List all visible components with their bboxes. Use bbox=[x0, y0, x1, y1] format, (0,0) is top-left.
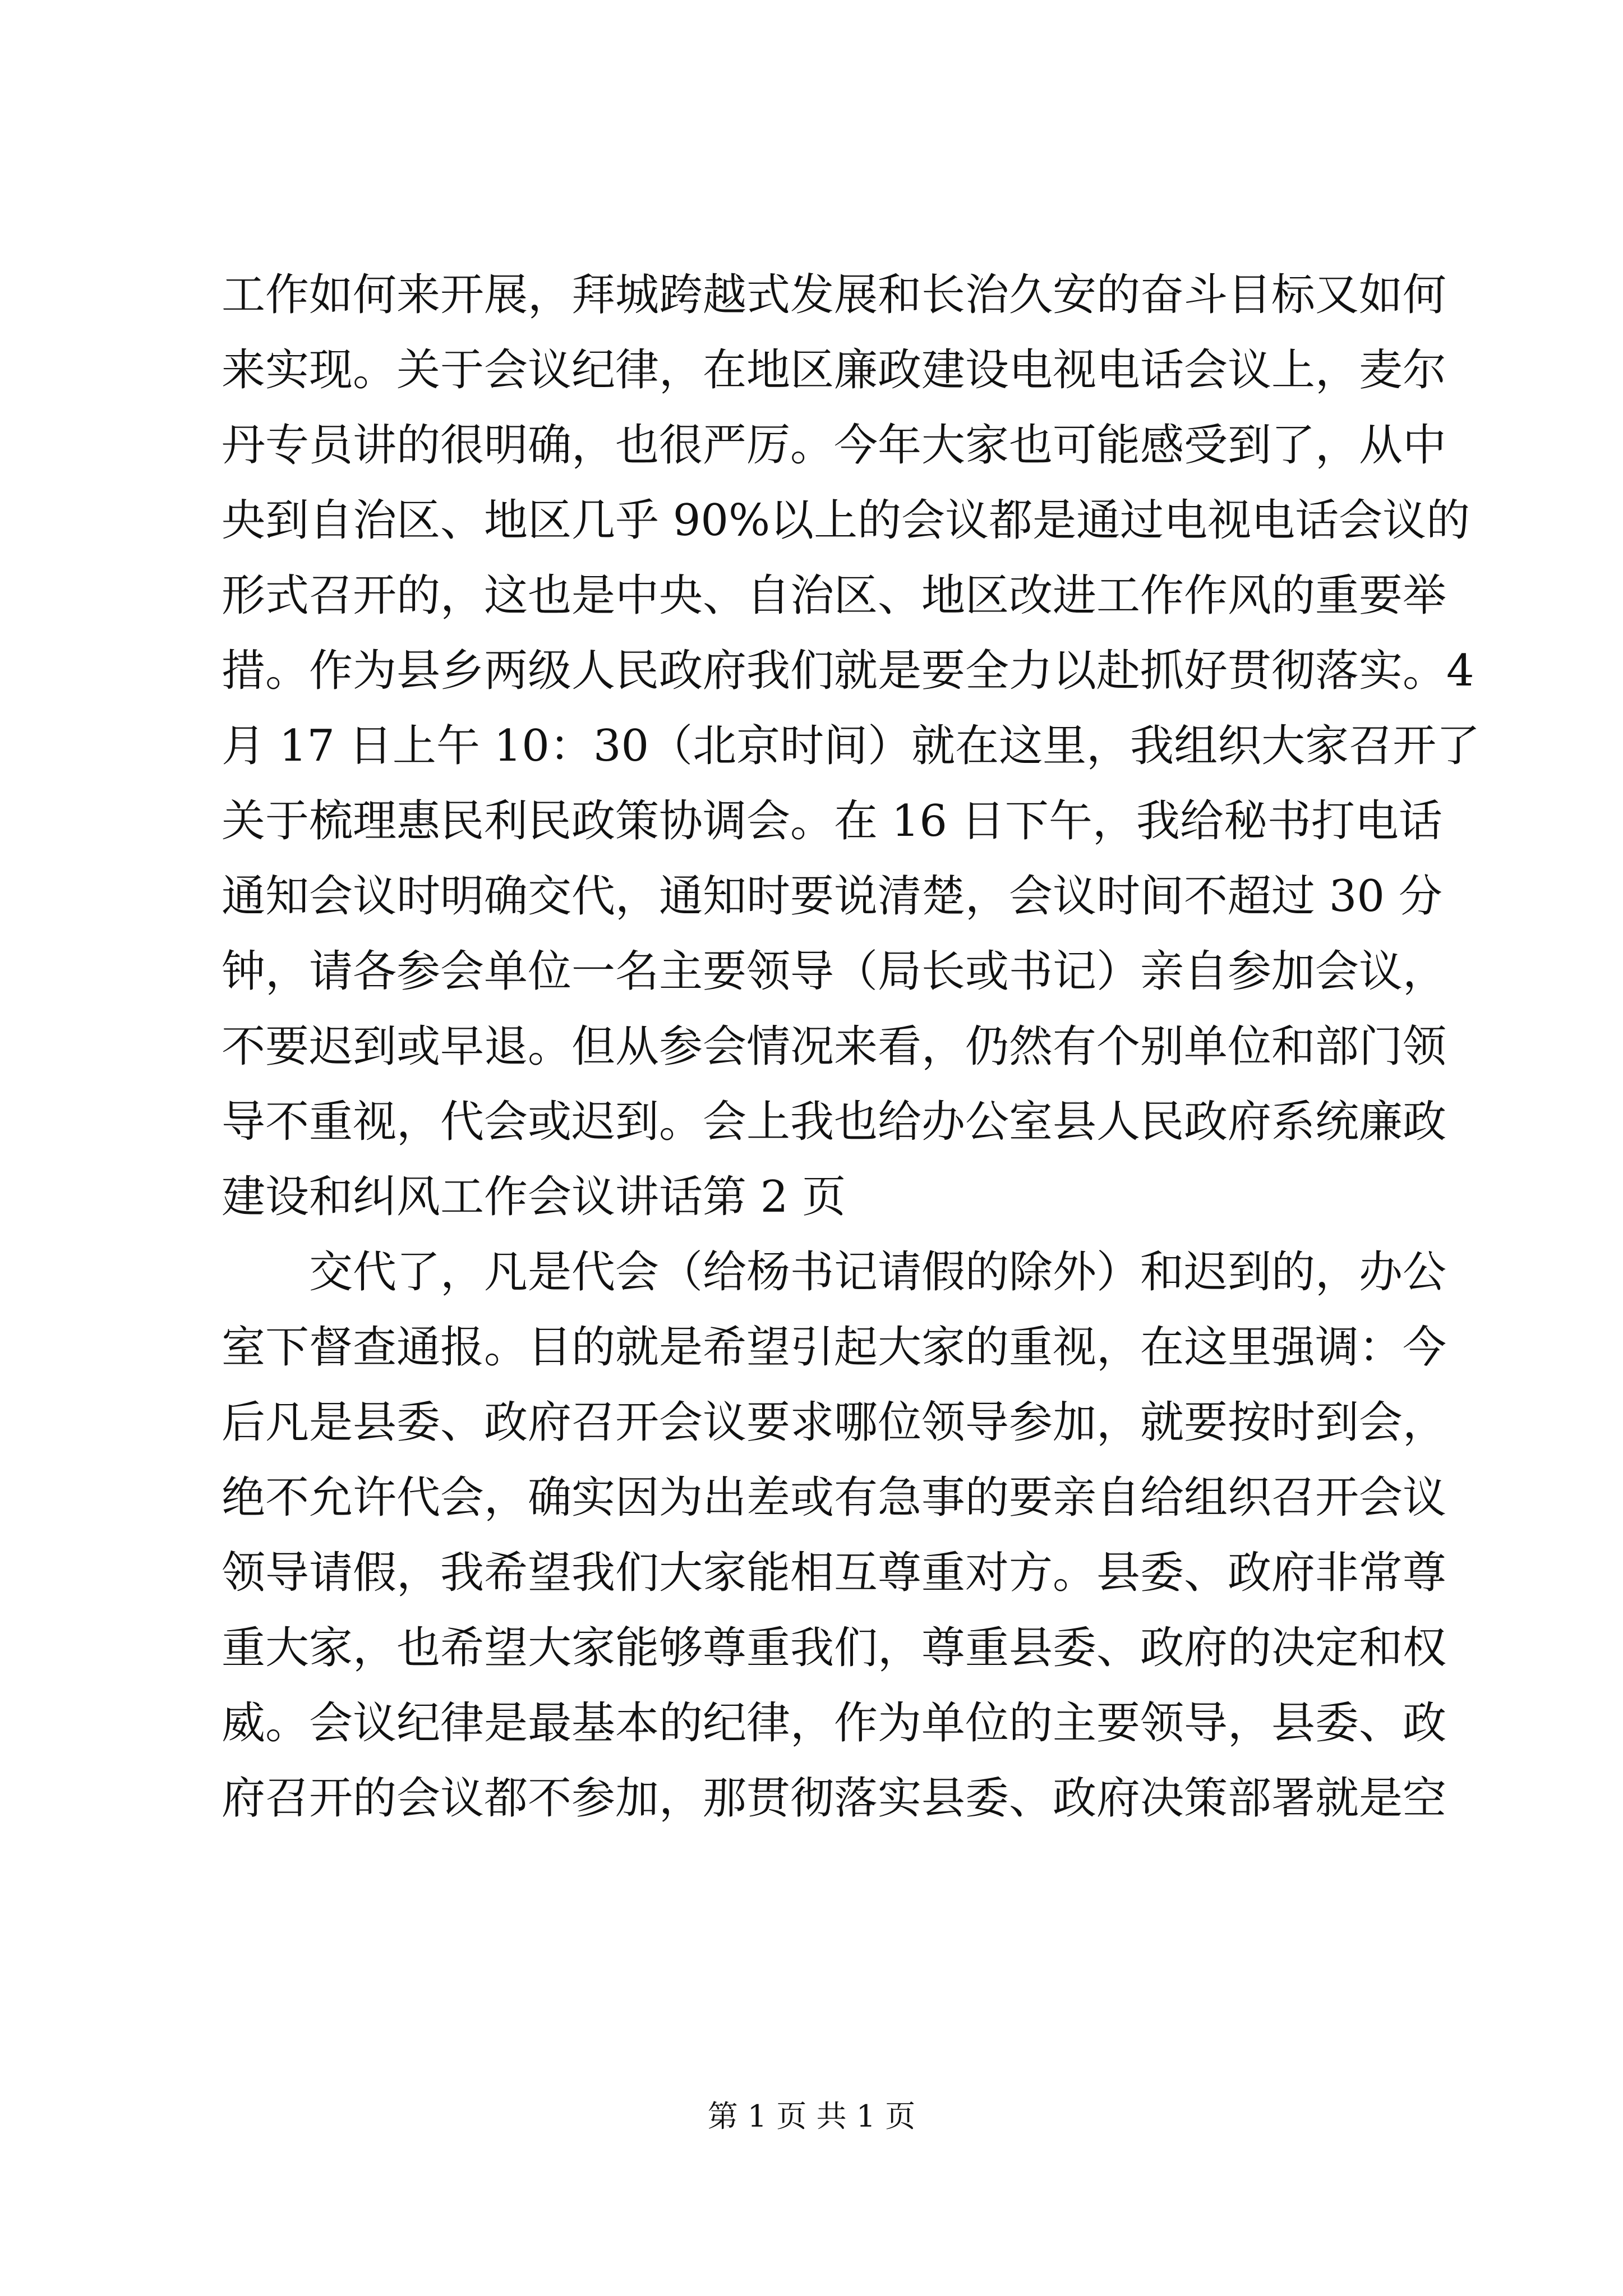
text-line: 形式召开的，这也是中央、自治区、地区改进工作作风的重要举 bbox=[222, 570, 1447, 621]
text-line: 丹专员讲的很明确，也很严厉。今年大家也可能感受到了，从中 bbox=[222, 420, 1447, 471]
text-line: 威。会议纪律是最基本的纪律，作为单位的主要领导，县委、政 bbox=[222, 1698, 1447, 1749]
text-line: 月 17 日上午 10：30（北京时间）就在这里，我组织大家召开了 bbox=[222, 721, 1481, 771]
text-line: 导不重视，代会或迟到。会上我也给办公室县人民政府系统廉政 bbox=[222, 1097, 1447, 1147]
text-line: 绝不允许代会，确实因为出差或有急事的要亲自给组织召开会议 bbox=[222, 1473, 1447, 1523]
text-line: 领导请假，我希望我们大家能相互尊重对方。县委、政府非常尊 bbox=[222, 1548, 1447, 1598]
text-line: 室下督查通报。目的就是希望引起大家的重视，在这里强调：今 bbox=[222, 1322, 1447, 1373]
text-line: 后凡是县委、政府召开会议要求哪位领导参加，就要按时到会， bbox=[222, 1397, 1447, 1448]
text-line: 工作如何来开展，拜城跨越式发展和长治久安的奋斗目标又如何 bbox=[222, 270, 1447, 320]
text-line: 钟，请各参会单位一名主要领导（局长或书记）亲自参加会议， bbox=[222, 946, 1447, 997]
paragraph-start-line: 交代了，凡是代会（给杨书记请假的除外）和迟到的，办公 bbox=[222, 1247, 1447, 1297]
text-line: 关于梳理惠民利民政策协调会。在 16 日下午，我给秘书打电话 bbox=[222, 796, 1442, 846]
text-line: 建设和纠风工作会议讲话第 2 页 bbox=[222, 1172, 846, 1222]
text-line: 来实现。关于会议纪律，在地区廉政建设电视电话会议上，麦尔 bbox=[222, 345, 1447, 395]
page-footer: 第 1 页 共 1 页 bbox=[707, 2099, 916, 2134]
text-line: 不要迟到或早退。但从参会情况来看，仍然有个别单位和部门领 bbox=[222, 1022, 1447, 1072]
text-line: 通知会议时明确交代，通知时要说清楚，会议时间不超过 30 分 bbox=[222, 871, 1442, 922]
text-line: 重大家，也希望大家能够尊重我们，尊重县委、政府的决定和权 bbox=[222, 1623, 1447, 1673]
text-line: 措。作为县乡两级人民政府我们就是要全力以赴抓好贯彻落实。4 bbox=[222, 646, 1474, 696]
text-line: 府召开的会议都不参加，那贯彻落实县委、政府决策部署就是空 bbox=[222, 1773, 1447, 1824]
text-line: 央到自治区、地区几乎 90%以上的会议都是通过电视电话会议的 bbox=[222, 495, 1470, 546]
